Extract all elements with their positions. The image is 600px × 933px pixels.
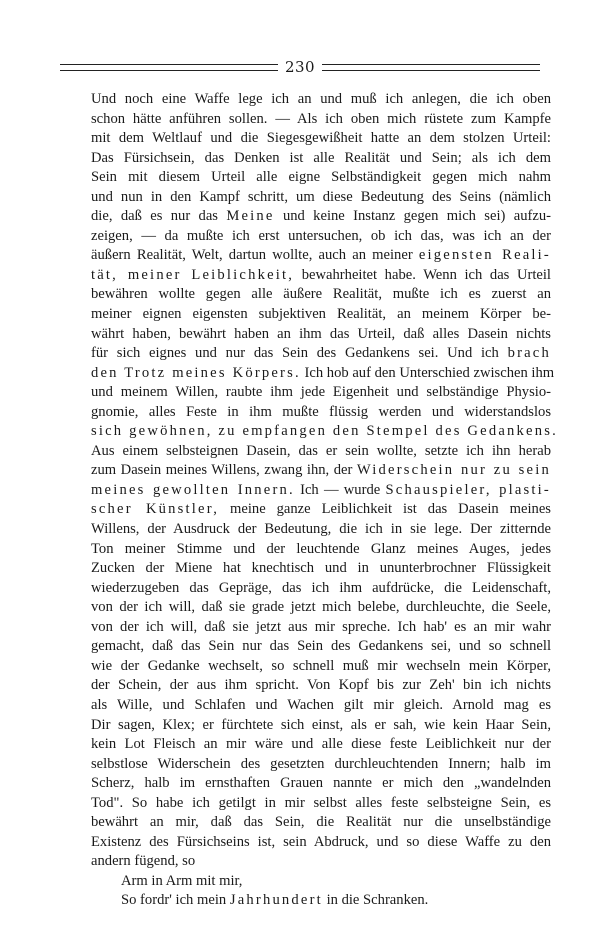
spaced-emphasis: Schauspieler, plasti- xyxy=(385,481,551,498)
text-run: Ich — wurde xyxy=(294,481,386,498)
text-line xyxy=(91,735,551,755)
header-rule-left xyxy=(60,64,278,71)
text-line xyxy=(91,207,551,227)
text-line xyxy=(91,305,551,325)
spaced-emphasis: den Trotz meines Körpers. xyxy=(91,364,301,381)
text-run: und keine Instanz gegen mich sei) aufzu- xyxy=(274,208,551,225)
text-run: zum Dasein meines Willens, zwang ihn, der xyxy=(91,462,357,479)
text-run: kein Lot Fleisch an mir wäre und alle diese feste Leiblichkeit nur der xyxy=(91,736,551,753)
text-line xyxy=(91,833,551,853)
text-line xyxy=(91,481,551,501)
text-line xyxy=(91,794,551,814)
text-line xyxy=(91,383,551,403)
spaced-emphasis: Meine xyxy=(226,208,275,225)
text-line xyxy=(91,676,551,696)
text-run: wie der Gedanke wechselt, so schnell muß mir wechseln mein Körper, xyxy=(91,657,551,674)
text-line xyxy=(91,716,551,736)
text-line xyxy=(91,520,551,540)
text-run: zeigen, — da mußte ich erst untersuchen, ob ich das, was ich an der xyxy=(91,227,551,244)
text-line xyxy=(91,618,551,638)
text-line xyxy=(91,90,551,110)
text-run: Zucken der Miene hat knechtisch und in ununterbrochner Flüssigkeit xyxy=(91,560,551,577)
text-run: bewährt an mir, daß das Sein, die Realität nur die unselbständige xyxy=(91,814,551,831)
text-run: Dir sagen, Klex; er fürchtete sich einst, als er sah, wie kein Haar Sein, xyxy=(91,716,551,733)
text-line xyxy=(91,266,551,286)
text-run: Ton meiner Stimme und der leuchtende Glanz meines Auges, jedes xyxy=(91,540,551,557)
verse-line xyxy=(91,872,551,892)
text-run: meiner eignen eigensten subjektiven Realität, an meinem Körper be- xyxy=(91,306,551,323)
verse-line xyxy=(91,891,551,911)
text-line xyxy=(91,403,551,423)
text-run: die, daß es nur das xyxy=(91,208,227,225)
text-line xyxy=(91,774,551,794)
text-line xyxy=(91,344,551,364)
text-line xyxy=(91,149,551,169)
text-run: von der ich will, daß sie jetzt aus mir spreche. Ich hab' es an mir wahr xyxy=(91,618,551,635)
text-run: Tod". So habe ich getilgt in mir selbst alles feste selbsteigne Sein, es xyxy=(91,794,551,811)
text-run: Das Fürsichsein, das Denken ist alle Realität und Sein; als ich dem xyxy=(91,149,551,166)
text-run: mit dem Weltlauf und die Siegesgewißheit hatte an dem stolzen Urteil: xyxy=(91,130,551,147)
text-run: bewähren wollte gegen alle äußere Realität, mußte ich es zuerst an xyxy=(91,286,551,303)
text-line xyxy=(91,637,551,657)
text-run: gnomie, alles Feste in ihm mußte flüssig werden und widerstandslos xyxy=(91,403,551,420)
text-line xyxy=(91,598,551,618)
text-run: für sich eignes und nur das Sein des Gedankens sei. Und ich xyxy=(91,345,508,362)
page-number: 230 xyxy=(284,58,316,76)
text-line xyxy=(91,325,551,345)
spaced-emphasis: tät, meiner Leiblichkeit, xyxy=(91,266,295,283)
spaced-emphasis: Jahrhundert xyxy=(229,892,323,909)
text-line xyxy=(91,852,551,872)
text-line xyxy=(91,696,551,716)
text-run: und nun in den Kampf schritt, um diese Bedeutung des Seins (nämlich xyxy=(91,188,551,205)
text-line xyxy=(91,461,551,481)
text-run: in die Schranken. xyxy=(322,892,429,909)
text-line xyxy=(91,500,551,520)
text-run: Ich hob auf den Unterschied zwischen ihm xyxy=(300,364,555,381)
text-run: Arm in Arm mit mir, xyxy=(121,872,243,889)
text-line xyxy=(91,168,551,188)
text-line xyxy=(91,579,551,599)
text-run: andern fügend, so xyxy=(91,853,196,870)
text-line xyxy=(91,188,551,208)
text-line xyxy=(91,227,551,247)
text-run: von der ich will, daß sie grade jetzt mich belebe, durchleuchte, die Seele, xyxy=(91,599,551,616)
spaced-emphasis: scher Künstler, xyxy=(91,501,220,518)
text-run: gemacht, daß das Sein nur das Sein des Gedankens sei, und so schnell xyxy=(91,638,551,655)
text-line xyxy=(91,559,551,579)
text-run: Scherz, halb im ernsthaften Grauen nannte er mich den „wandelnden xyxy=(91,775,551,792)
spaced-emphasis: Widerschein nur zu sein xyxy=(356,462,551,479)
page-header xyxy=(60,56,540,78)
spaced-emphasis: meines gewollten Innern. xyxy=(91,481,295,498)
text-run: meine ganze Leiblichkeit ist das Dasein meines xyxy=(219,501,551,518)
header-rule-right xyxy=(322,64,540,71)
spaced-emphasis: eigensten Reali- xyxy=(418,247,551,264)
text-run: und meinem Willen, raubte ihm jede Eigenheit und selbständige Physio- xyxy=(91,384,551,401)
spaced-emphasis: brach xyxy=(507,345,551,362)
text-run: Existenz des Fürsichseins ist, sein Abdruck, und so diese Waffe zu den xyxy=(91,833,551,850)
text-run: Willens, der Ausdruck der Bedeutung, die ich in sie lege. Der zitternde xyxy=(91,521,551,538)
text-run: Aus einem selbsteignen Dasein, das er sein wollte, setzte ich ihn herab xyxy=(91,442,551,459)
text-run: selbstlose Widerschein des gesetzten durchleuchtenden Innern; halb im xyxy=(91,755,551,772)
spaced-emphasis: sich gewöhnen, zu empfangen den Stempel des Gedankens. xyxy=(91,423,558,440)
text-line xyxy=(91,442,551,462)
text-line xyxy=(91,813,551,833)
body-text xyxy=(91,90,558,911)
text-line xyxy=(91,540,551,560)
text-line xyxy=(91,364,555,384)
text-line xyxy=(91,129,551,149)
text-line xyxy=(91,110,551,130)
text-run: äußern Realität, Welt, dartun wollte, auch an meiner xyxy=(91,247,419,264)
text-run: währt haben, bewährt haben an ihm das Urteil, daß alles Dasein nichts xyxy=(91,325,551,342)
text-line xyxy=(91,422,558,442)
text-run: Sein mit diesem Urteil alle eigne Selbständigkeit gegen mich nahm xyxy=(91,169,551,186)
text-line xyxy=(91,755,551,775)
text-run: der Schein, der aus ihm spricht. Von Kopf bis zur Zeh' bin ich nichts xyxy=(91,677,551,694)
text-run: So fordr' ich mein xyxy=(121,892,230,909)
text-line xyxy=(91,285,551,305)
text-run: Und noch eine Waffe lege ich an und muß ich anlegen, die ich oben xyxy=(91,91,551,107)
text-line xyxy=(91,657,551,677)
text-line xyxy=(91,246,551,266)
text-run: als Wille, und Schlafen und Wachen gilt mir gleich. Arnold mag es xyxy=(91,696,551,713)
text-run: bewahrheitet habe. Wenn ich das Urteil xyxy=(294,266,551,283)
text-run: schon hätte anführen sollen. — Als ich oben mich rüstete zum Kampfe xyxy=(91,110,551,127)
text-run: wiederzugeben das Gepräge, das ich ihm aufdrücke, die Leidenschaft, xyxy=(91,579,551,596)
